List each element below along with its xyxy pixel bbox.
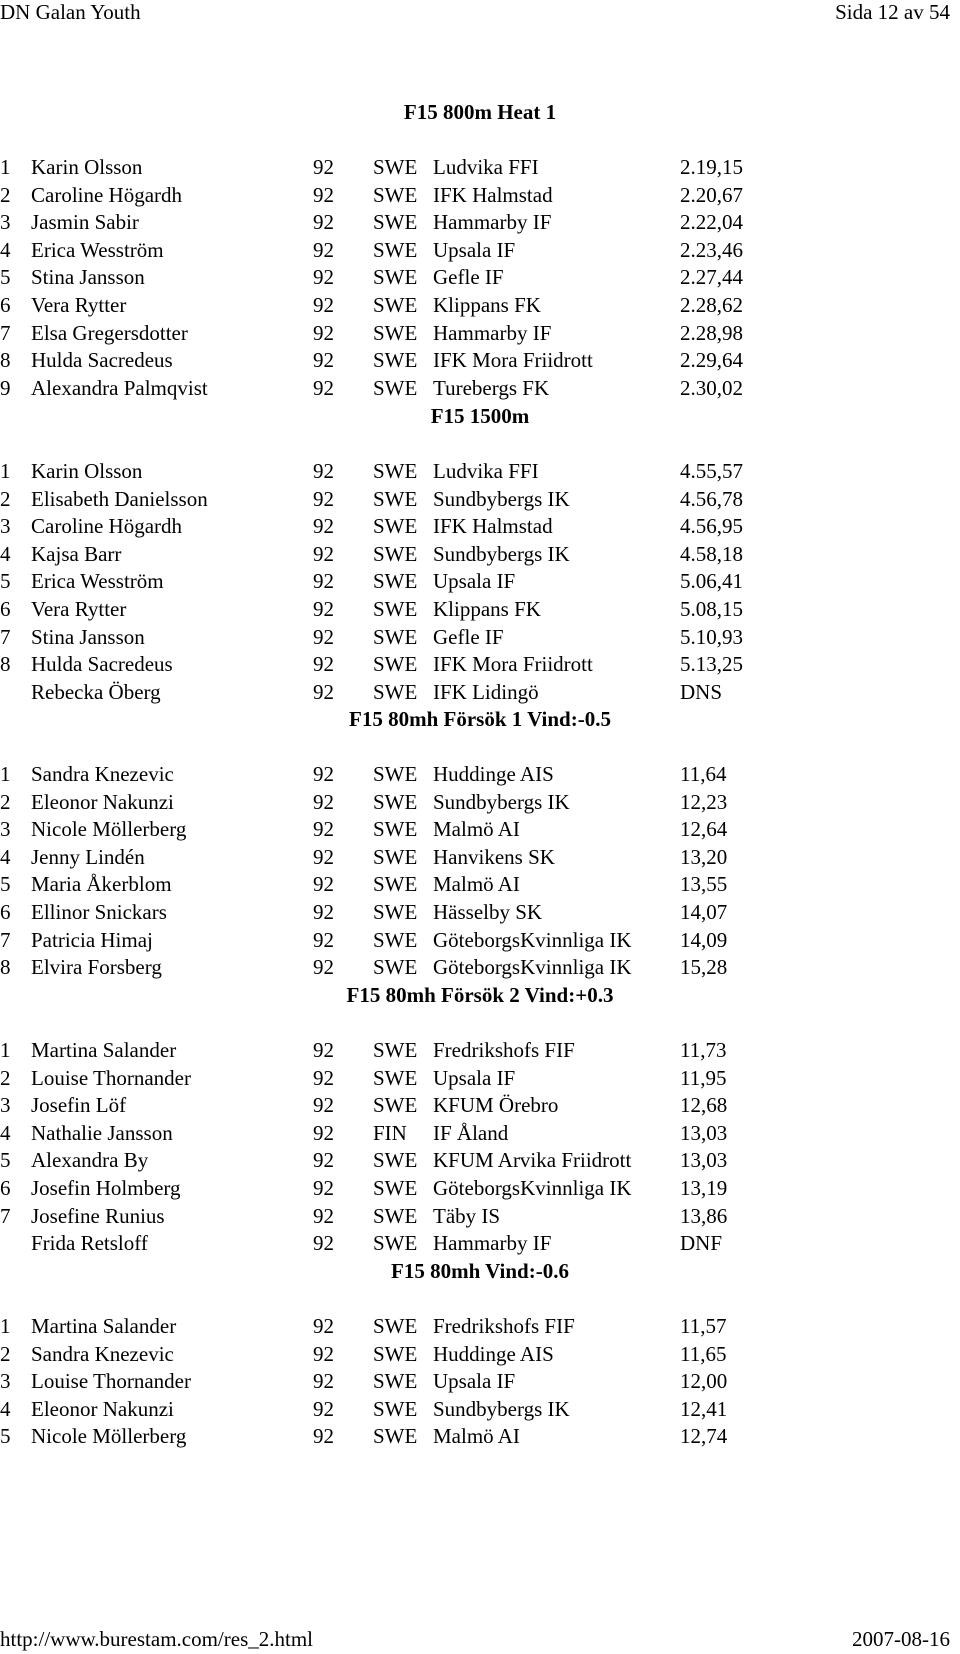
birth-year: 92: [313, 375, 334, 400]
result-value: 13,55: [680, 872, 728, 897]
event-title: F15 80mh Försök 1 Vind:-0.5: [349, 707, 611, 731]
club-name: IFK Lidingö: [433, 679, 539, 704]
place-cell: 7: [0, 320, 11, 345]
athlete-name: Ellinor Snickars: [31, 900, 167, 924]
athlete-name: Stina Jansson: [31, 624, 145, 649]
athlete-name: Alexandra By: [31, 1148, 149, 1173]
event-title: F15 800m Heat 1: [403, 100, 557, 124]
club-name: Upsala IF: [433, 569, 516, 594]
club-name: IFK Mora Friidrott: [433, 348, 593, 373]
result-value: 12,23: [680, 789, 728, 814]
place-cell: 5: [0, 265, 11, 290]
birth-year: 92: [313, 210, 334, 235]
athlete-name: Eleonor Nakunzi: [31, 789, 174, 814]
place-cell: 5: [0, 872, 11, 897]
place-cell: 3: [0, 1093, 11, 1118]
result-row: [0, 210, 960, 234]
result-row: [0, 1424, 960, 1448]
place-cell: 2: [0, 1065, 11, 1090]
athlete-name: Jenny Lindén: [31, 844, 145, 869]
result-value: 2.19,15: [680, 155, 743, 179]
athlete-name: Hulda Sacredeus: [31, 348, 173, 373]
nation-code: SWE: [373, 486, 418, 511]
nation-code: SWE: [373, 1341, 418, 1366]
nation-code: SWE: [373, 459, 418, 483]
athlete-name: Sandra Knezevic: [31, 762, 174, 786]
nation-code: SWE: [373, 900, 418, 924]
athlete-name: Erica Wesström: [31, 237, 164, 262]
result-value: 2.23,46: [680, 237, 743, 262]
result-row: [0, 348, 960, 372]
nation-code: SWE: [373, 348, 418, 373]
nation-code: SWE: [373, 1203, 418, 1228]
nation-code: SWE: [373, 569, 418, 594]
place-cell: 8: [0, 348, 11, 373]
birth-year: 92: [313, 955, 334, 980]
result-value: 12,00: [680, 1369, 728, 1394]
result-value: 13,19: [680, 1176, 728, 1200]
result-value: 2.30,02: [680, 375, 743, 400]
result-value: 4.56,95: [680, 514, 743, 539]
result-value: 2.20,67: [680, 182, 743, 207]
result-row: [0, 928, 960, 952]
athlete-name: Elsa Gregersdotter: [31, 320, 188, 345]
club-name: GöteborgsKvinnliga IK: [433, 955, 632, 980]
nation-code: SWE: [373, 789, 418, 814]
athlete-name: Nicole Möllerberg: [31, 1424, 187, 1449]
nation-code: SWE: [373, 762, 418, 786]
result-value: 5.08,15: [680, 597, 743, 621]
birth-year: 92: [313, 320, 334, 345]
club-name: Hammarby IF: [433, 1231, 552, 1256]
club-name: Huddinge AIS: [433, 1341, 554, 1366]
athlete-name: Caroline Högardh: [31, 182, 183, 207]
athlete-name: Stina Jansson: [31, 265, 145, 290]
birth-year: 92: [313, 872, 334, 897]
place-cell: 8: [0, 652, 11, 677]
result-value: 2.22,04: [680, 210, 743, 235]
athlete-name: Jasmin Sabir: [31, 210, 139, 235]
birth-year: 92: [313, 1148, 334, 1173]
nation-code: SWE: [373, 155, 418, 179]
athlete-name: Sandra Knezevic: [31, 1341, 174, 1366]
result-value: 11,95: [680, 1065, 727, 1090]
result-row: [0, 817, 960, 841]
result-row: [0, 1176, 960, 1200]
club-name: Ludvika FFI: [433, 459, 539, 483]
result-row: [0, 1204, 960, 1228]
result-value: DNF: [680, 1231, 723, 1256]
result-row: [0, 293, 960, 317]
athlete-name: Kajsa Barr: [31, 541, 122, 566]
birth-year: 92: [313, 1038, 334, 1062]
result-row: [0, 155, 960, 179]
place-cell: 7: [0, 624, 11, 649]
birth-year: 92: [313, 348, 334, 373]
birth-year: 92: [313, 1424, 334, 1449]
place-cell: 7: [0, 1203, 11, 1228]
place-cell: 4: [0, 1120, 11, 1145]
event-title: F15 1500m: [430, 404, 530, 428]
birth-year: 92: [313, 1093, 334, 1118]
result-value: 12,74: [680, 1424, 728, 1449]
birth-year: 92: [313, 514, 334, 539]
result-value: 4.58,18: [680, 541, 743, 566]
club-name: Klippans FK: [433, 597, 541, 621]
result-value: 2.28,62: [680, 293, 743, 317]
athlete-name: Patricia Himaj: [31, 927, 153, 952]
result-row: [0, 265, 960, 289]
place-cell: 4: [0, 541, 11, 566]
nation-code: SWE: [373, 541, 418, 566]
nation-code: SWE: [373, 872, 418, 897]
place-cell: 1: [0, 155, 11, 179]
nation-code: SWE: [373, 1231, 418, 1256]
nation-code: SWE: [373, 320, 418, 345]
birth-year: 92: [313, 789, 334, 814]
place-cell: 3: [0, 817, 11, 842]
result-row: [0, 762, 960, 786]
result-value: 13,20: [680, 844, 728, 869]
result-value: 13,03: [680, 1120, 728, 1145]
page-number: Sida 12 av 54: [835, 0, 950, 24]
result-row: [0, 1066, 960, 1090]
result-value: 14,07: [680, 900, 728, 924]
result-row: [0, 652, 960, 676]
result-row: [0, 597, 960, 621]
athlete-name: Martina Salander: [31, 1314, 177, 1338]
place-cell: 4: [0, 1396, 11, 1421]
nation-code: SWE: [373, 1176, 418, 1200]
nation-code: SWE: [373, 1369, 418, 1394]
result-row: [0, 321, 960, 345]
nation-code: SWE: [373, 844, 418, 869]
athlete-name: Hulda Sacredeus: [31, 652, 173, 677]
place-cell: 1: [0, 1314, 11, 1338]
footer-url: http://www.burestam.com/res_2.html: [0, 1627, 314, 1651]
athlete-name: Josefin Löf: [31, 1093, 127, 1118]
result-value: 11,64: [680, 762, 727, 786]
nation-code: SWE: [373, 652, 418, 677]
result-value: DNS: [680, 679, 723, 704]
club-name: IF Åland: [433, 1120, 509, 1145]
birth-year: 92: [313, 762, 334, 786]
result-value: 2.27,44: [680, 265, 743, 290]
birth-year: 92: [313, 237, 334, 262]
place-cell: 4: [0, 237, 11, 262]
athlete-name: Rebecka Öberg: [31, 679, 161, 704]
result-row: [0, 900, 960, 924]
athlete-name: Louise Thornander: [31, 1369, 191, 1394]
birth-year: 92: [313, 293, 334, 317]
nation-code: SWE: [373, 1093, 418, 1118]
athlete-name: Martina Salander: [31, 1038, 177, 1062]
club-name: Gefle IF: [433, 265, 504, 290]
place-cell: 5: [0, 569, 11, 594]
nation-code: SWE: [373, 293, 418, 317]
result-row: [0, 955, 960, 979]
club-name: Malmö AI: [433, 1424, 520, 1449]
athlete-name: Eleonor Nakunzi: [31, 1396, 174, 1421]
place-cell: 3: [0, 1369, 11, 1394]
nation-code: SWE: [373, 1148, 418, 1173]
birth-year: 92: [313, 1314, 334, 1338]
club-name: Upsala IF: [433, 237, 516, 262]
birth-year: 92: [313, 597, 334, 621]
birth-year: 92: [313, 652, 334, 677]
result-value: 4.56,78: [680, 486, 743, 511]
club-name: Upsala IF: [433, 1369, 516, 1394]
birth-year: 92: [313, 1396, 334, 1421]
result-row: [0, 680, 960, 704]
result-row: [0, 1121, 960, 1145]
athlete-name: Nicole Möllerberg: [31, 817, 187, 842]
birth-year: 92: [313, 155, 334, 179]
result-row: [0, 542, 960, 566]
result-value: 5.13,25: [680, 652, 743, 677]
nation-code: SWE: [373, 514, 418, 539]
place-cell: 1: [0, 1038, 11, 1062]
place-cell: 7: [0, 927, 11, 952]
birth-year: 92: [313, 624, 334, 649]
result-value: 13,86: [680, 1203, 728, 1228]
result-value: 2.28,98: [680, 320, 743, 345]
club-name: Sundbybergs IK: [433, 486, 570, 511]
club-name: GöteborgsKvinnliga IK: [433, 1176, 632, 1200]
place-cell: 6: [0, 597, 11, 621]
result-value: 12,41: [680, 1396, 728, 1421]
athlete-name: Vera Rytter: [31, 293, 127, 317]
place-cell: 2: [0, 182, 11, 207]
result-row: [0, 1314, 960, 1338]
birth-year: 92: [313, 265, 334, 290]
result-row: [0, 1038, 960, 1062]
place-cell: 6: [0, 1176, 11, 1200]
birth-year: 92: [313, 1341, 334, 1366]
nation-code: FIN: [373, 1120, 407, 1145]
club-name: Hässelby SK: [433, 900, 543, 924]
birth-year: 92: [313, 1369, 334, 1394]
birth-year: 92: [313, 1203, 334, 1228]
event-title: F15 80mh Försök 2 Vind:+0.3: [346, 983, 614, 1007]
result-value: 11,73: [680, 1038, 727, 1062]
result-value: 11,65: [680, 1341, 727, 1366]
result-row: [0, 1231, 960, 1255]
result-row: [0, 1148, 960, 1172]
club-name: IFK Halmstad: [433, 182, 553, 207]
birth-year: 92: [313, 1176, 334, 1200]
athlete-name: Vera Rytter: [31, 597, 127, 621]
result-row: [0, 459, 960, 483]
club-name: Sundbybergs IK: [433, 789, 570, 814]
athlete-name: Erica Wesström: [31, 569, 164, 594]
birth-year: 92: [313, 459, 334, 483]
club-name: Hanvikens SK: [433, 844, 555, 869]
result-row: [0, 1342, 960, 1366]
result-row: [0, 872, 960, 896]
place-cell: 6: [0, 900, 11, 924]
result-row: [0, 487, 960, 511]
club-name: Malmö AI: [433, 872, 520, 897]
result-value: 5.10,93: [680, 624, 743, 649]
club-name: Fredrikshofs FIF: [433, 1038, 575, 1062]
athlete-name: Josefin Holmberg: [31, 1176, 181, 1200]
athlete-name: Karin Olsson: [31, 155, 143, 179]
place-cell: 6: [0, 293, 11, 317]
birth-year: 92: [313, 486, 334, 511]
nation-code: SWE: [373, 817, 418, 842]
place-cell: 2: [0, 1341, 11, 1366]
club-name: KFUM Arvika Friidrott: [433, 1148, 632, 1173]
athlete-name: Frida Retsloff: [31, 1231, 148, 1256]
result-row: [0, 514, 960, 538]
club-name: Malmö AI: [433, 817, 520, 842]
nation-code: SWE: [373, 1038, 418, 1062]
nation-code: SWE: [373, 624, 418, 649]
result-row: [0, 1397, 960, 1421]
birth-year: 92: [313, 927, 334, 952]
athlete-name: Louise Thornander: [31, 1065, 191, 1090]
club-name: Turebergs FK: [433, 375, 550, 400]
nation-code: SWE: [373, 182, 418, 207]
place-cell: 3: [0, 514, 11, 539]
club-name: Ludvika FFI: [433, 155, 539, 179]
club-name: IFK Halmstad: [433, 514, 553, 539]
athlete-name: Elisabeth Danielsson: [31, 486, 208, 511]
result-value: 4.55,57: [680, 459, 743, 483]
athlete-name: Alexandra Palmqvist: [31, 375, 208, 400]
birth-year: 92: [313, 679, 334, 704]
nation-code: SWE: [373, 375, 418, 400]
place-cell: 1: [0, 762, 11, 786]
birth-year: 92: [313, 844, 334, 869]
footer-date: 2007-08-16: [852, 1627, 950, 1651]
athlete-name: Josefine Runius: [31, 1203, 165, 1228]
club-name: Upsala IF: [433, 1065, 516, 1090]
athlete-name: Maria Åkerblom: [31, 872, 172, 897]
athlete-name: Elvira Forsberg: [31, 955, 162, 980]
birth-year: 92: [313, 182, 334, 207]
birth-year: 92: [313, 541, 334, 566]
place-cell: 5: [0, 1148, 11, 1173]
nation-code: SWE: [373, 679, 418, 704]
place-cell: 9: [0, 375, 11, 400]
place-cell: 1: [0, 459, 11, 483]
nation-code: SWE: [373, 237, 418, 262]
result-value: 12,64: [680, 817, 728, 842]
result-value: 11,57: [680, 1314, 727, 1338]
event-title: F15 80mh Vind:-0.6: [391, 1259, 569, 1283]
club-name: IFK Mora Friidrott: [433, 652, 593, 677]
club-name: Sundbybergs IK: [433, 1396, 570, 1421]
result-row: [0, 569, 960, 593]
nation-code: SWE: [373, 1396, 418, 1421]
athlete-name: Caroline Högardh: [31, 514, 183, 539]
result-value: 5.06,41: [680, 569, 743, 594]
club-name: Hammarby IF: [433, 320, 552, 345]
club-name: Fredrikshofs FIF: [433, 1314, 575, 1338]
place-cell: 5: [0, 1424, 11, 1449]
nation-code: SWE: [373, 1424, 418, 1449]
result-value: 14,09: [680, 927, 728, 952]
place-cell: 2: [0, 486, 11, 511]
result-value: 15,28: [680, 955, 728, 980]
nation-code: SWE: [373, 597, 418, 621]
club-name: Hammarby IF: [433, 210, 552, 235]
birth-year: 92: [313, 900, 334, 924]
birth-year: 92: [313, 817, 334, 842]
result-row: [0, 845, 960, 869]
result-row: [0, 183, 960, 207]
nation-code: SWE: [373, 265, 418, 290]
place-cell: 3: [0, 210, 11, 235]
header-title: DN Galan Youth: [0, 0, 141, 24]
nation-code: SWE: [373, 210, 418, 235]
nation-code: SWE: [373, 927, 418, 952]
result-row: [0, 625, 960, 649]
result-row: [0, 790, 960, 814]
result-row: [0, 238, 960, 262]
club-name: Täby IS: [433, 1203, 501, 1228]
place-cell: 4: [0, 844, 11, 869]
athlete-name: Karin Olsson: [31, 459, 143, 483]
club-name: Gefle IF: [433, 624, 504, 649]
result-value: 13,03: [680, 1148, 728, 1173]
nation-code: SWE: [373, 1314, 418, 1338]
club-name: GöteborgsKvinnliga IK: [433, 927, 632, 952]
result-value: 2.29,64: [680, 348, 743, 373]
birth-year: 92: [313, 1231, 334, 1256]
club-name: Sundbybergs IK: [433, 541, 570, 566]
club-name: Huddinge AIS: [433, 762, 554, 786]
result-value: 12,68: [680, 1093, 728, 1118]
place-cell: 2: [0, 789, 11, 814]
athlete-name: Nathalie Jansson: [31, 1120, 173, 1145]
result-row: [0, 1093, 960, 1117]
birth-year: 92: [313, 1120, 334, 1145]
result-row: [0, 376, 960, 400]
place-cell: 8: [0, 955, 11, 980]
nation-code: SWE: [373, 955, 418, 980]
club-name: Klippans FK: [433, 293, 541, 317]
nation-code: SWE: [373, 1065, 418, 1090]
club-name: KFUM Örebro: [433, 1093, 559, 1118]
birth-year: 92: [313, 1065, 334, 1090]
result-row: [0, 1369, 960, 1393]
birth-year: 92: [313, 569, 334, 594]
